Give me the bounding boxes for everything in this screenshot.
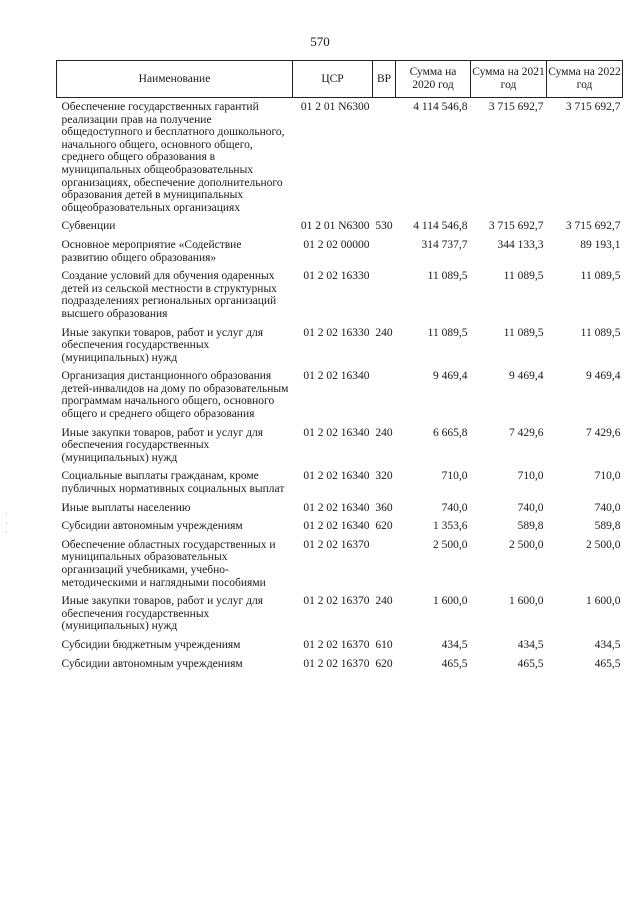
cell-csr: 01 2 02 16370 bbox=[303, 657, 370, 670]
cell-name: Иные закупки товаров, работ и услуг для обеспечения государственных (муниципальных) нужд bbox=[61, 595, 263, 633]
cell-name: Иные закупки товаров, работ и услуг для обеспечения государственных (муниципальных) нужд bbox=[61, 426, 263, 464]
cell-name: Субсидии автономным учреждениям bbox=[61, 657, 243, 670]
cell-sum-2020: 1 353,6 bbox=[433, 520, 468, 533]
header-name: Наименование bbox=[57, 61, 293, 98]
cell-csr: 01 2 01 N6300 bbox=[300, 101, 370, 113]
cell-csr: 01 2 02 16370 bbox=[303, 538, 370, 551]
cell-sum-2020: 4 114 546,8 bbox=[413, 220, 468, 233]
cell-sum-2022: 11 089,5 bbox=[580, 326, 621, 339]
cell-sum-2020: 11 089,5 bbox=[427, 326, 468, 339]
cell-sum-2021: 740,0 bbox=[517, 501, 544, 514]
cell-vr: 360 bbox=[375, 501, 393, 514]
table-row bbox=[57, 536, 623, 592]
table-row bbox=[57, 467, 623, 498]
cell-sum-2020: 740,0 bbox=[441, 501, 468, 514]
budget-table bbox=[56, 60, 623, 673]
table-row bbox=[57, 367, 623, 423]
cell-vr: 610 bbox=[375, 638, 393, 651]
cell-sum-2020: 465,5 bbox=[441, 657, 468, 670]
cell-name: Обеспечение государственных гарантий реализации прав на получение общедоступного и бесплатного дошкольного, начального общего, основного общего, среднего общего образования в муниципальных общеобразовательных организациях, обеспечение дополнительного образования детей в муниципальных общеобразовательных организациях bbox=[61, 101, 285, 214]
cell-sum-2022: 3 715 692,7 bbox=[565, 101, 621, 113]
cell-csr: 01 2 02 16370 bbox=[303, 638, 370, 651]
margin-marks: · · · bbox=[5, 510, 8, 537]
cell-sum-2022: 740,0 bbox=[594, 501, 621, 514]
cell-sum-2020: 6 665,8 bbox=[433, 426, 468, 439]
cell-vr bbox=[373, 367, 396, 423]
cell-csr: 01 2 02 16370 bbox=[303, 595, 370, 608]
cell-name: Основное мероприятие «Содействие развитию общего образования» bbox=[61, 238, 242, 264]
cell-sum-2021: 3 715 692,7 bbox=[488, 220, 544, 233]
cell-vr: 320 bbox=[375, 470, 393, 483]
cell-sum-2022: 3 715 692,7 bbox=[565, 220, 621, 233]
table-row bbox=[57, 267, 623, 323]
cell-sum-2022: 589,8 bbox=[594, 520, 621, 533]
cell-vr bbox=[373, 98, 396, 218]
cell-name: Социальные выплаты гражданам, кроме публичных нормативных социальных выплат bbox=[61, 470, 285, 496]
cell-sum-2021: 3 715 692,7 bbox=[488, 101, 544, 113]
cell-sum-2020: 710,0 bbox=[441, 470, 468, 483]
table-row bbox=[57, 636, 623, 655]
table-row bbox=[57, 236, 623, 267]
cell-csr: 01 2 01 N6300 bbox=[300, 220, 370, 233]
cell-sum-2020: 4 114 546,8 bbox=[413, 101, 468, 113]
cell-sum-2021: 589,8 bbox=[517, 520, 544, 533]
header-csr: ЦСР bbox=[293, 61, 373, 98]
cell-vr bbox=[373, 236, 396, 267]
cell-sum-2022: 465,5 bbox=[594, 657, 621, 670]
table-body bbox=[57, 98, 623, 674]
cell-sum-2021: 710,0 bbox=[517, 470, 544, 483]
cell-sum-2020: 314 737,7 bbox=[421, 238, 468, 251]
table-row bbox=[57, 655, 623, 674]
cell-sum-2021: 9 469,4 bbox=[509, 370, 544, 383]
table-row bbox=[57, 424, 623, 468]
cell-name: Субсидии бюджетным учреждениям bbox=[61, 638, 241, 651]
cell-sum-2021: 434,5 bbox=[517, 638, 544, 651]
cell-csr: 01 2 02 16330 bbox=[303, 270, 370, 283]
cell-sum-2022: 9 469,4 bbox=[586, 370, 621, 383]
table-row bbox=[57, 98, 623, 218]
cell-sum-2020: 11 089,5 bbox=[427, 270, 468, 283]
cell-sum-2021: 465,5 bbox=[517, 657, 544, 670]
cell-name: Иные закупки товаров, работ и услуг для обеспечения государственных (муниципальных) нужд bbox=[61, 326, 263, 364]
cell-csr: 01 2 02 16340 bbox=[303, 426, 370, 439]
cell-sum-2021: 344 133,3 bbox=[497, 238, 544, 251]
cell-sum-2020: 9 469,4 bbox=[433, 370, 468, 383]
cell-csr: 01 2 02 16340 bbox=[303, 501, 370, 514]
cell-sum-2022: 7 429,6 bbox=[586, 426, 621, 439]
table-row bbox=[57, 499, 623, 518]
cell-sum-2022: 1 600,0 bbox=[586, 595, 621, 608]
cell-name: Субвенции bbox=[61, 220, 116, 233]
cell-csr: 01 2 02 16340 bbox=[303, 370, 370, 383]
table-row bbox=[57, 592, 623, 636]
cell-sum-2021: 11 089,5 bbox=[503, 270, 544, 283]
cell-sum-2022: 11 089,5 bbox=[580, 270, 621, 283]
page-number: 570 bbox=[310, 34, 330, 49]
cell-vr: 620 bbox=[375, 657, 393, 670]
cell-vr bbox=[373, 267, 396, 323]
header-vr: ВР bbox=[373, 61, 396, 98]
cell-sum-2021: 1 600,0 bbox=[509, 595, 544, 608]
cell-sum-2021: 11 089,5 bbox=[503, 326, 544, 339]
cell-csr: 01 2 02 16340 bbox=[303, 470, 370, 483]
cell-sum-2022: 2 500,0 bbox=[586, 538, 621, 551]
table-row bbox=[57, 324, 623, 368]
cell-name: Субсидии автономным учреждениям bbox=[61, 520, 243, 533]
cell-sum-2020: 434,5 bbox=[441, 638, 468, 651]
cell-vr bbox=[373, 536, 396, 592]
header-sum-2022: Сумма на 2022 год bbox=[547, 61, 623, 98]
cell-vr: 240 bbox=[375, 426, 393, 439]
cell-vr: 530 bbox=[375, 220, 393, 233]
header-sum-2020: Сумма на 2020 год bbox=[396, 61, 471, 98]
cell-vr: 240 bbox=[375, 326, 393, 339]
cell-sum-2022: 89 193,1 bbox=[580, 238, 621, 251]
cell-csr: 01 2 02 16340 bbox=[303, 520, 370, 533]
cell-name: Иные выплаты населению bbox=[61, 501, 191, 514]
table-row bbox=[57, 517, 623, 536]
cell-sum-2020: 2 500,0 bbox=[433, 538, 468, 551]
cell-vr: 240 bbox=[375, 595, 393, 608]
cell-sum-2022: 434,5 bbox=[594, 638, 621, 651]
cell-sum-2020: 1 600,0 bbox=[433, 595, 468, 608]
cell-sum-2021: 2 500,0 bbox=[509, 538, 544, 551]
cell-sum-2021: 7 429,6 bbox=[509, 426, 544, 439]
cell-name: Организация дистанционного образования детей-инвалидов на дому по образовательным программам начального общего, основного общего и среднего общего образования bbox=[61, 370, 289, 421]
cell-csr: 01 2 02 16330 bbox=[303, 326, 370, 339]
cell-name: Обеспечение областных государственных и муниципальных образовательных организаций учебниками, учебно-методическими и наглядными пособиями bbox=[61, 538, 276, 589]
table-header-row bbox=[57, 61, 623, 98]
cell-sum-2022: 710,0 bbox=[594, 470, 621, 483]
table-row bbox=[57, 217, 623, 236]
header-sum-2021: Сумма на 2021 год bbox=[471, 61, 547, 98]
cell-vr: 620 bbox=[375, 520, 393, 533]
cell-name: Создание условий для обучения одаренных детей из сельской местности в структурных подразделениях региональных организаций высшего образования bbox=[61, 270, 277, 320]
cell-csr: 01 2 02 00000 bbox=[303, 238, 370, 251]
